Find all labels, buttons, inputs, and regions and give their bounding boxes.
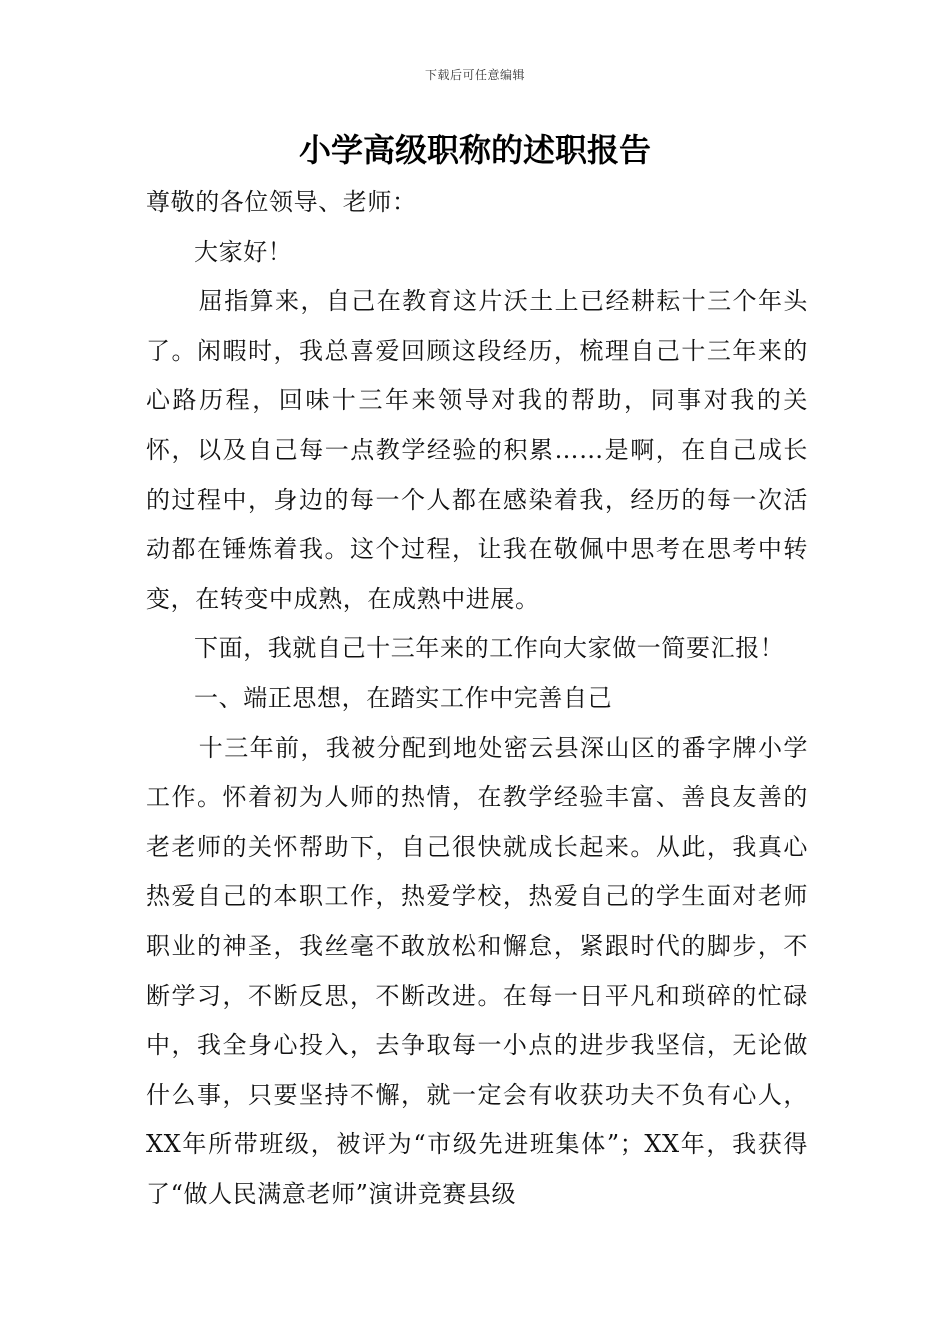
paragraph-intro: 屈指算来，自己在教育这片沃土上已经耕耘十三个年头了。闲暇时，我总喜爱回顾这段经历，梳理自己十三年来的心路历程，回味十三年来领导对我的帮助，同事对我的关怀，以及自己每一点教学经验的积累……是啊，在自己成长的过程中，身边的每一个人都在感染着我，经历的每一次活动都在锤炼着我。这个过程，让我在敬佩中思考在思考中转变，在转变中成熟，在成熟中进展。 — [146, 287, 808, 613]
greeting: 大家好！ — [194, 237, 293, 266]
document-body — [146, 178, 808, 1219]
paragraph-section-one: 十三年前，我被分配到地处密云县深山区的番字牌小学工作。怀着初为人师的热情，在教学经验丰富、善良友善的老老师的关怀帮助下，自己很快就成长起来。从此，我真心热爱自己的本职工作，热爱学校，热爱自己的学生面对老师职业的神圣，我丝毫不敢放松和懈怠，紧跟时代的脚步，不断学习，不断反思，不断改进。在每一日平凡和琐碎的忙碌中，我全身心投入，去争取每一小点的进步我坚信，无论做什么事，只要坚持不懈，就一定会有收获功夫不负有心人，XX年所带班级，被评为“市级先进班集体”；XX年，我获得了“做人民满意老师”演讲竞赛县级 — [146, 733, 808, 1208]
document-title: 小学高级职称的述职报告 — [298, 131, 651, 169]
paragraph-summary: 下面，我就自己十三年来的工作向大家做一简要汇报！ — [194, 634, 785, 663]
header-note: 下载后可任意编辑 — [424, 68, 525, 82]
section-one-heading: 一、端正思想，在踏实工作中完善自己 — [194, 683, 613, 712]
salutation: 尊敬的各位领导、老师： — [146, 188, 417, 216]
